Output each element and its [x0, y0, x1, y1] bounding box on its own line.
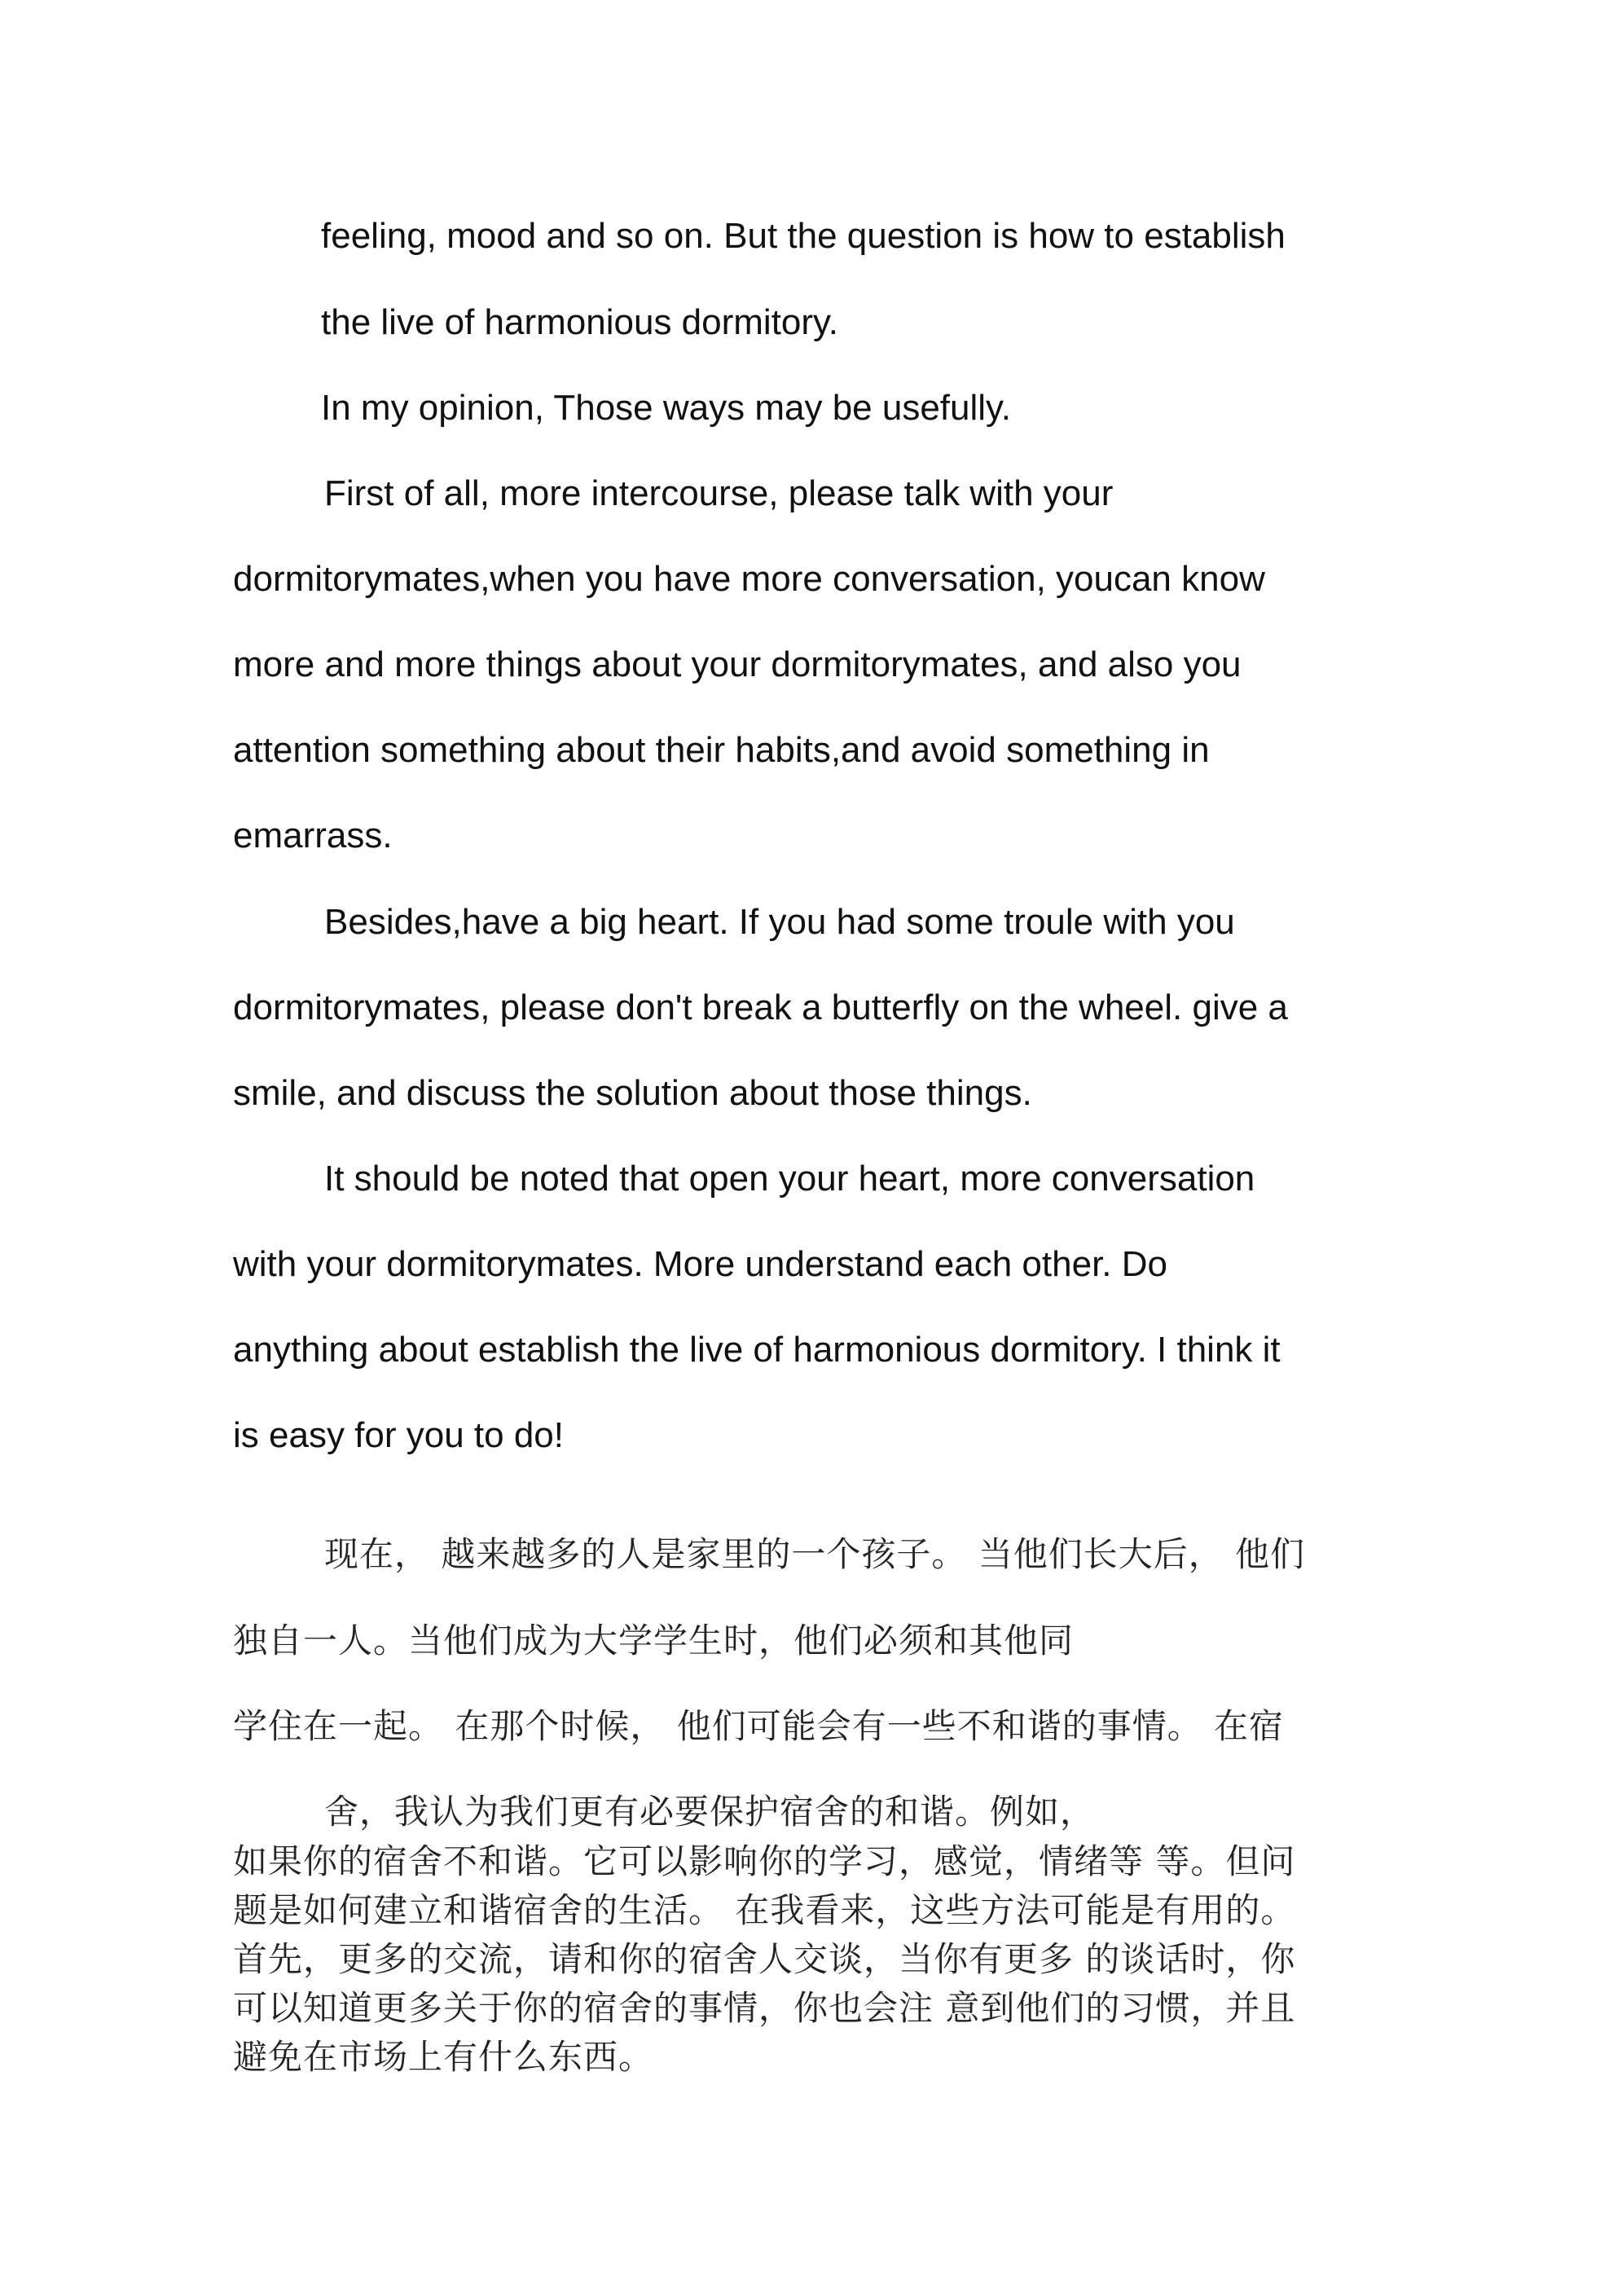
english-line: In my opinion, Those ways may be usefully. — [321, 388, 1011, 428]
english-line: is easy for you to do! — [233, 1415, 564, 1455]
english-line: anything about establish the live of harmonious dormitory. I think it — [233, 1330, 1281, 1370]
english-line: feeling, mood and so on. But the question is how to establish — [321, 216, 1286, 256]
chinese-line: 避免在市场上有什么东西。 — [233, 2037, 654, 2077]
chinese-line: 如果你的宿舍不和谐。它可以影响你的学习，感觉，情绪等 等。但问 — [233, 1841, 1296, 1881]
english-line: with your dormitorymates. More understand each other. Do — [233, 1244, 1167, 1284]
english-line: dormitorymates, please don't break a butterfly on the wheel. give a — [233, 987, 1288, 1027]
english-line: attention something about their habits,and avoid something in — [233, 730, 1210, 770]
english-line: Besides,have a big heart. If you had some troule with you — [324, 902, 1235, 942]
chinese-line: 可以知道更多关于你的宿舍的事情，你也会注 意到他们的习惯，并且 — [233, 1988, 1296, 2028]
chinese-line: 独自一人。当他们成为大学学生时，他们必须和其他同 — [233, 1621, 1075, 1660]
chinese-line: 学住在一起。 在那个时候， 他们可能会有一些不和谐的事情。 在宿 — [233, 1706, 1285, 1746]
english-line: the live of harmonious dormitory. — [321, 302, 839, 342]
english-line: dormitorymates,when you have more conversation, youcan know — [233, 559, 1265, 599]
chinese-line: 首先，更多的交流，请和你的宿舍人交谈，当你有更多 的谈话时，你 — [233, 1939, 1296, 1979]
chinese-line: 题是如何建立和谐宿舍的生活。 在我看来，这些方法可能是有用的。 — [233, 1890, 1296, 1930]
english-line: It should be noted that open your heart, more conversation — [324, 1159, 1255, 1199]
english-line: more and more things about your dormitorymates, and also you — [233, 644, 1242, 684]
english-line: emarrass. — [233, 816, 393, 856]
chinese-line: 现在， 越来越多的人是家里的一个孩子。 当他们长大后， 他们 — [324, 1534, 1306, 1574]
english-line: First of all, more intercourse, please talk with your — [324, 473, 1114, 513]
english-line: smile, and discuss the solution about those things. — [233, 1073, 1032, 1113]
chinese-line: 舍，我认为我们更有必要保护宿舍的和谐。例如， — [324, 1792, 1096, 1832]
